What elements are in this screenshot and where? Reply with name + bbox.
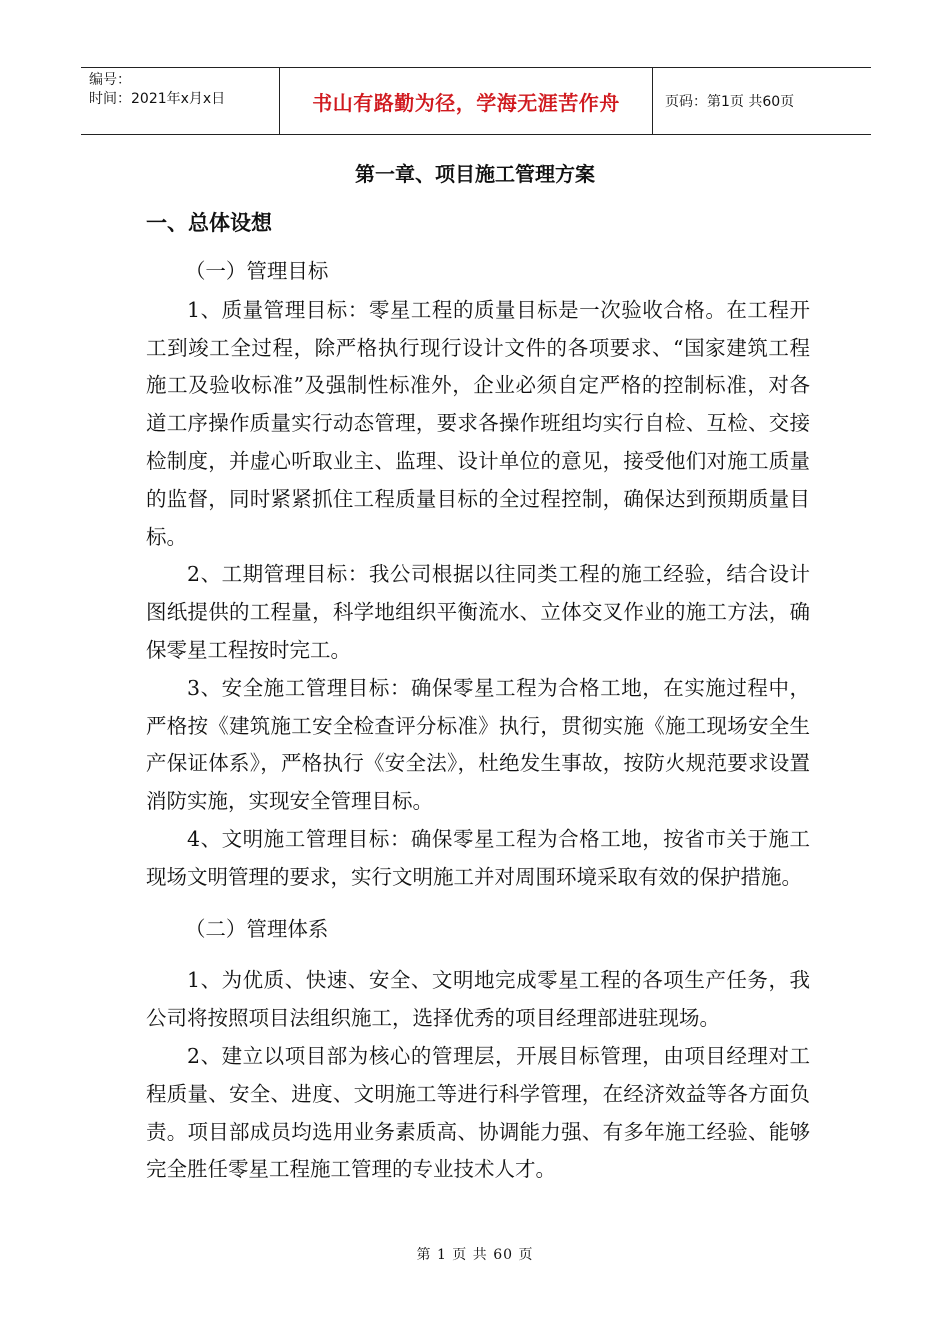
chapter-title: 第一章、项目施工管理方案	[355, 162, 595, 186]
paragraph-schedule-goal: 2、工期管理目标：我公司根据以往同类工程的施工经验，结合设计图纸提供的工程量，科学地组织平衡流水、立体交叉作业的施工方法，确保零星工程按时完工。	[146, 562, 810, 662]
document-date: 时间：2021年x月x日	[89, 91, 226, 107]
header-page-info: 页码：第1页 共60页	[665, 94, 795, 110]
paragraph-system-1: 1、为优质、快速、安全、文明地完成零星工程的各项生产任务，我公司将按照项目法组织施工，选择优秀的项目经理部进驻现场。	[146, 968, 810, 1031]
paragraph-system-2: 2、建立以项目部为核心的管理层，开展目标管理，由项目经理对工程质量、安全、进度、文明施工等进行科学管理，在经济效益等各方面负责。项目部成员均选用业务素质高、协调能力强、有多年施工经验、能够完全胜任零星工程施工管理的专业技术人才。	[146, 1043, 810, 1182]
paragraph-safety-goal: 3、安全施工管理目标：确保零星工程为合格工地，在实施过程中，严格按《建筑施工安全检查评分标准》执行，贯彻实施《施工现场安全生产保证体系》，严格执行《安全法》，杜绝发生事故，按防火规范要求设置消防实施，实现安全管理目标。	[146, 675, 810, 814]
document-body	[146, 253, 810, 1189]
header-motto: 书山有路勤为径，学海无涯苦作舟	[280, 68, 653, 134]
paragraph-quality-goal: 1、质量管理目标：零星工程的质量目标是一次验收合格。在工程开工到竣工全过程，除严格执行现行设计文件的各项要求、“国家建筑工程施工及验收标准”及强制性标准外，企业必须自定严格的控制标准，对各道工序操作质量实行动态管理，要求各操作班组均实行自检、互检、交接检制度，并虚心听取业主、监理、设计单位的意见，接受他们对施工质量的监督，同时紧紧抓住工程质量目标的全过程控制，确保达到预期质量目标。	[146, 297, 810, 549]
header-meta-cell	[81, 68, 280, 134]
document-number-label: 编号：	[89, 72, 131, 88]
document-header	[81, 67, 871, 135]
section-heading: 一、总体设想	[146, 211, 272, 235]
subsection-heading-goals: （一）管理目标	[184, 259, 329, 283]
page-footer: 第 1 页 共 60 页	[416, 1247, 534, 1263]
paragraph-civilized-goal: 4、文明施工管理目标：确保零星工程为合格工地，按省市关于施工现场文明管理的要求，实行文明施工并对周围环境采取有效的保护措施。	[146, 826, 810, 889]
subsection-heading-system: （二）管理体系	[184, 916, 329, 941]
